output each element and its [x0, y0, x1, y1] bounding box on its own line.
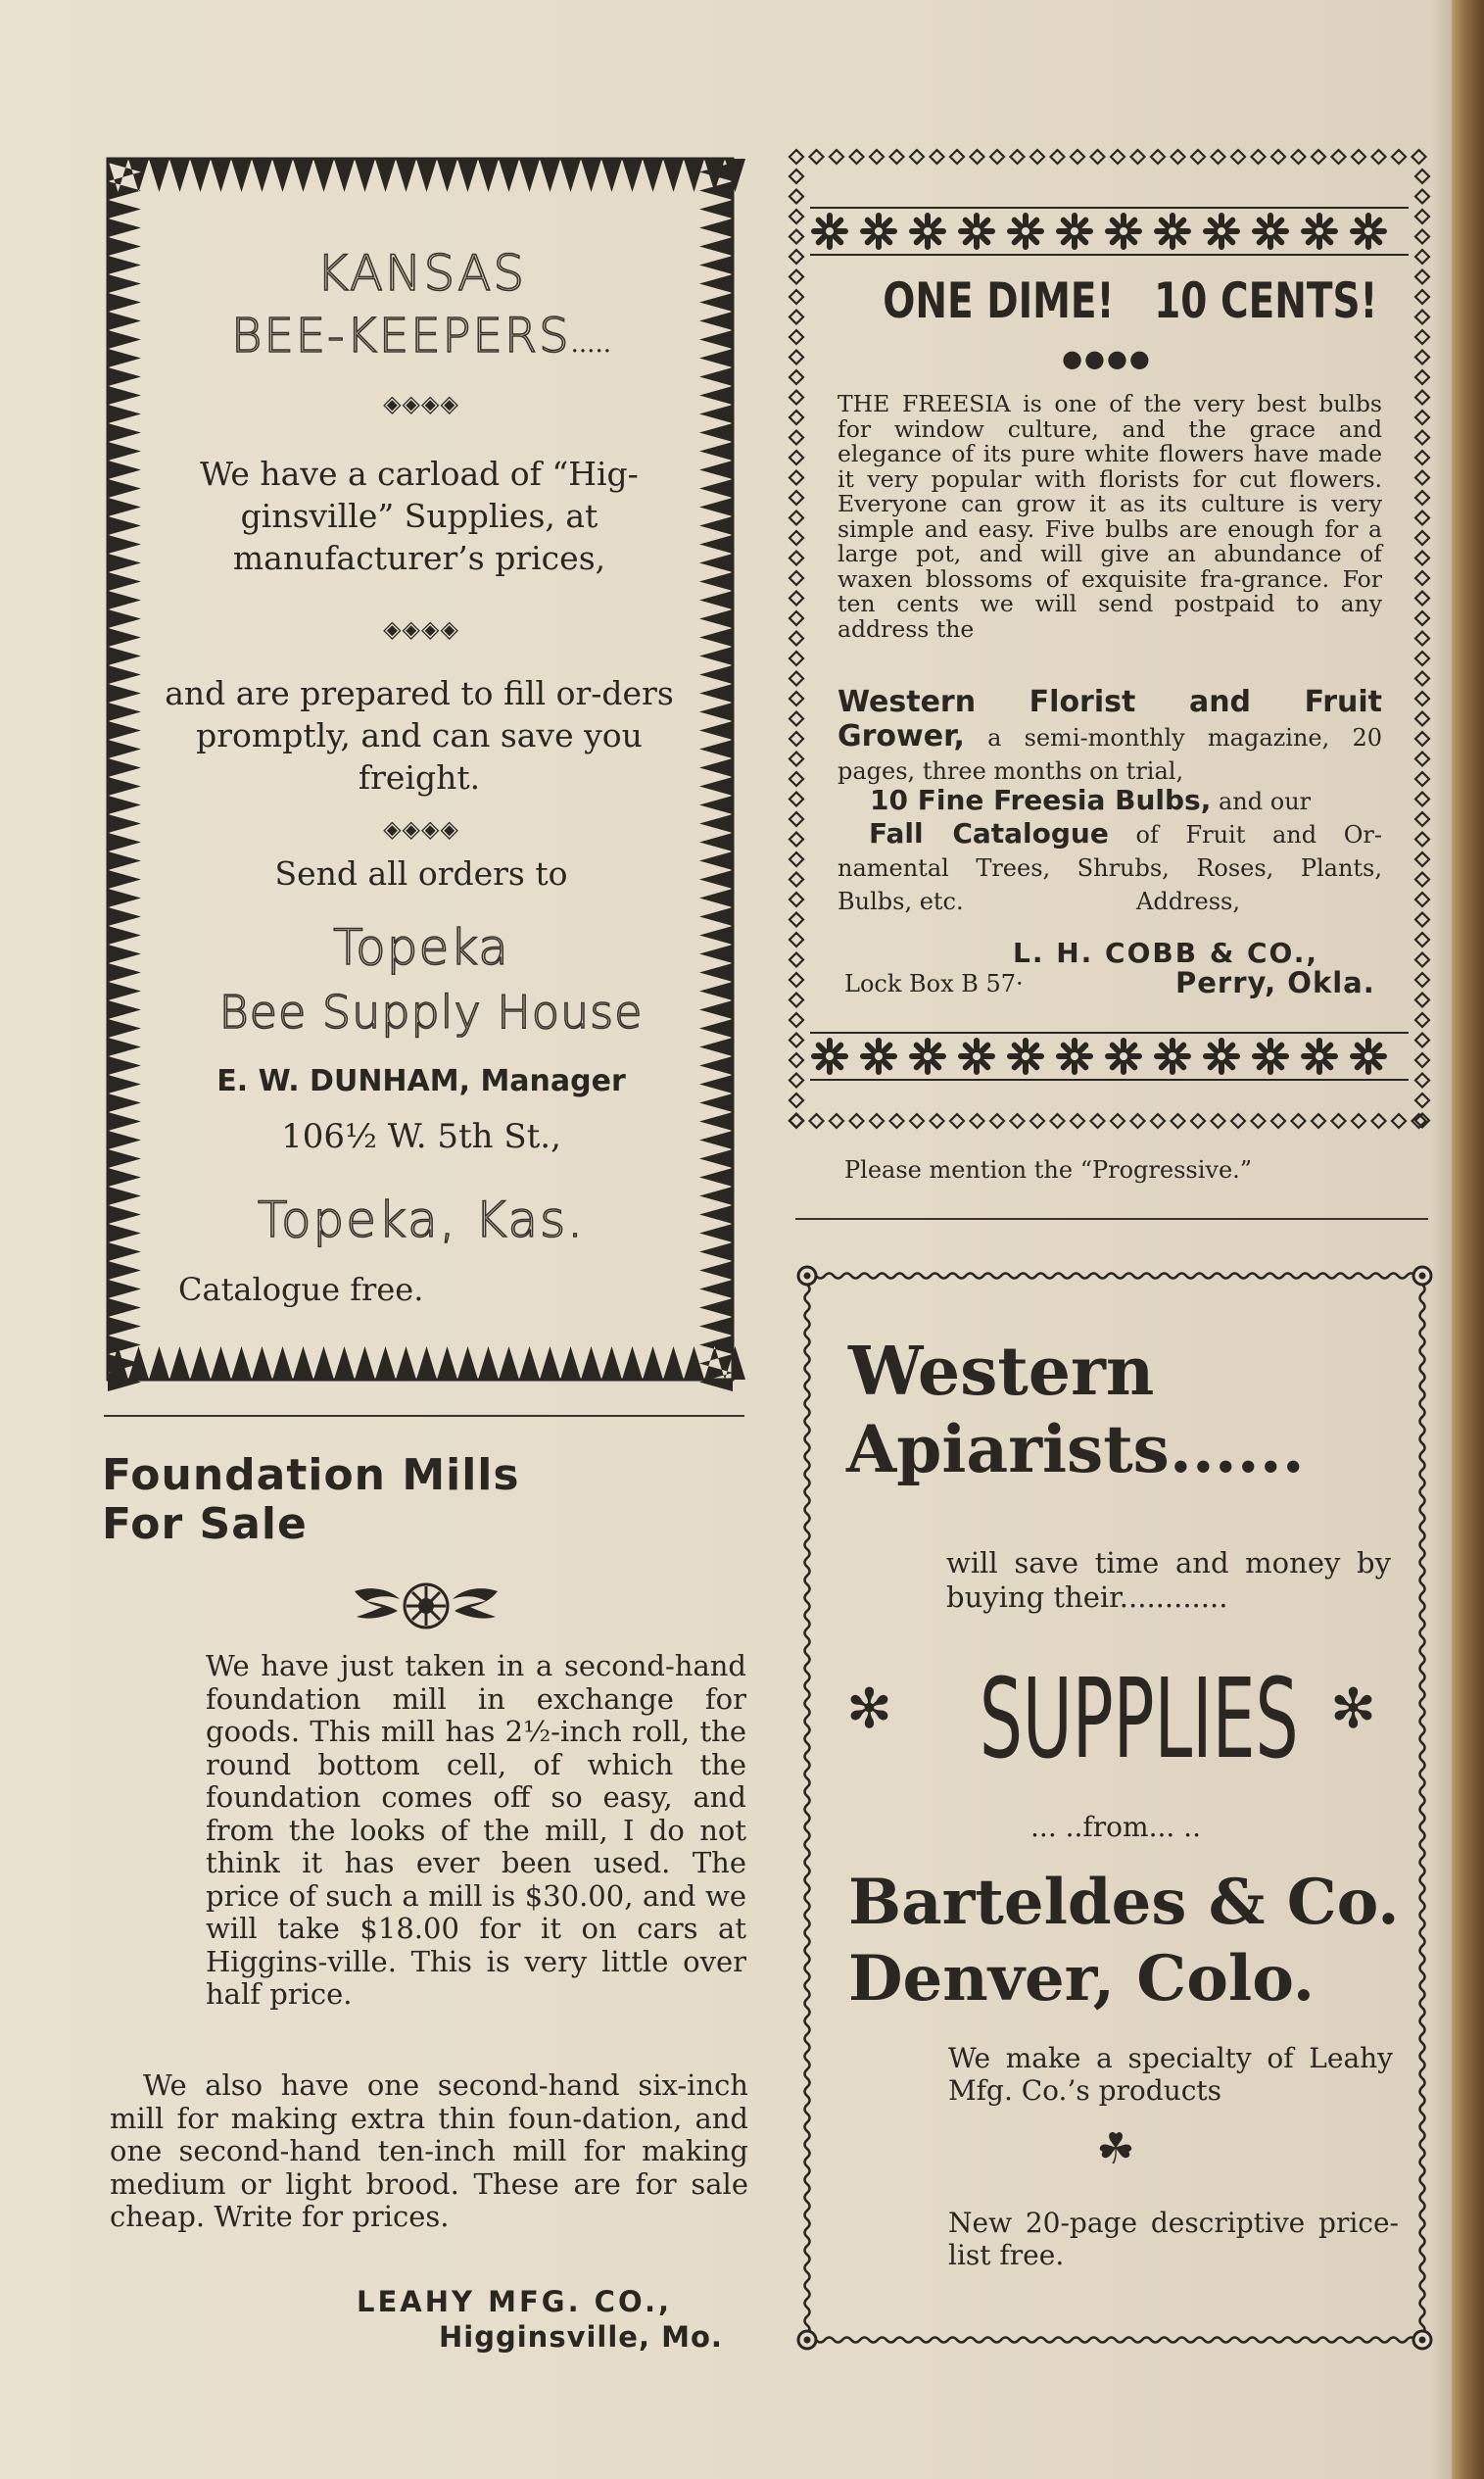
dime-magazine-desc: a semi-monthly magazine, 20 pages, three months on trial,: [838, 724, 1382, 785]
kansas-street: 106½ W. 5th St.,: [281, 1117, 561, 1156]
corner-rosette-dot: [1419, 2337, 1426, 2344]
mills-para2: We also have one second-hand six-inch mill for making extra thin foun-dation, and one second-hand ten-inch mill for making medium or light brood. These are for sale cheap. Write for prices.: [110, 2068, 748, 2233]
dime-catalogue-rest: of Fruit and Or-namental Trees, Shrubs, Roses, Plants, Bulbs, etc.: [838, 821, 1382, 915]
clover-icon: ☘: [1096, 2124, 1135, 2174]
corner-rosette-dot: [1419, 1273, 1426, 1280]
diamond-ornament: ◈◈◈◈: [383, 615, 459, 643]
kansas-heading-text: BEE-KEEPERS: [231, 309, 571, 364]
dime-mention: Please mention the “Progressive.”: [844, 1156, 1253, 1184]
asterisk-icon: ✻: [1330, 1677, 1376, 1741]
western-from: ... ..from... ..: [1030, 1811, 1201, 1843]
western-specialty: We make a specialty of Leahy Mfg. Co.’s products: [948, 2042, 1393, 2107]
corner-rosette-dot: [804, 1273, 811, 1280]
western-company-line2: Denver, Colo.: [848, 1942, 1316, 2016]
mills-company: LEAHY MFG. CO.,: [357, 2285, 673, 2318]
dime-catalogue-bold: Fall Catalogue: [869, 817, 1109, 850]
dime-bulbs-rest: and our: [1211, 788, 1312, 815]
mills-heading-line1: Foundation Mills: [102, 1450, 520, 1500]
kansas-para2: and are prepared to fill or-ders promptly, and can save you freight.: [165, 674, 674, 797]
asterisk-icon: ✻: [846, 1677, 892, 1741]
kansas-heading-line1: KANSAS: [315, 245, 527, 302]
dime-city: Perry, Okla.: [1175, 966, 1375, 999]
kansas-send-line: Send all orders to: [274, 854, 568, 893]
western-company-line1: Barteldes & Co.: [848, 1866, 1400, 1939]
western-heading-line2: Apiarists......: [846, 1411, 1305, 1487]
western-intro: will save time and money by buying their............: [946, 1546, 1391, 1614]
western-supplies: [882, 1656, 1352, 1783]
kansas-heading-dots: .....: [570, 329, 611, 359]
western-pricelist: New 20-page descriptive price-list free.: [948, 2207, 1399, 2271]
dime-headline-text: ONE DIME! 10 CENTS!: [883, 272, 1378, 329]
dime-body: THE FREESIA is one of the very best bulbs for window culture, and the grace and elegance of its pure white flowers have made it very popular with florists for cut flowers. Everyone can grow it as its culture is very simple and easy. Five bulbs are enough for a large pot, and will give an abundance of waxen blossoms of exquisite fra-grance. For ten cents we will send postpaid to any address the: [838, 390, 1382, 643]
western-heading-line1: Western: [848, 1333, 1155, 1411]
kansas-company-line1: Topeka: [333, 919, 509, 976]
corner-rosette-dot: [804, 2337, 811, 2344]
mills-city: Higginsville, Mo.: [439, 2320, 723, 2354]
kansas-catalogue: Catalogue free.: [178, 1271, 424, 1308]
dime-bulbs-bold: 10 Fine Freesia Bulbs,: [870, 784, 1212, 816]
western-supplies-text: SUPPLIES: [979, 1656, 1299, 1783]
dime-lock-box: Lock Box B 57·: [844, 970, 1024, 997]
diamond-ornament: ◈◈◈◈: [383, 815, 459, 843]
mills-para1: We have just taken in a second-hand foundation mill in exchange for goods. This mill has 2½-inch roll, the round bottom cell, of which the foundation comes off so easy, and from the looks of the mill, I do not think it has ever been used. The price of such a mill is $30.00, and we will take $18.00 for it on cars at Higgins-ville. This is very little over half price.: [206, 1649, 746, 2011]
dime-address-label: Address,: [1136, 888, 1240, 915]
kansas-para1: We have a carload of “Hig-ginsville” Supplies, at manufacturer’s prices,: [200, 455, 639, 577]
mills-heading-line2: For Sale: [102, 1499, 308, 1549]
dot-ornament: ●●●●: [1062, 345, 1152, 372]
dime-magazine-name: Western Florist and Fruit Grower,: [838, 685, 1382, 753]
kansas-city: Topeka, Kas.: [257, 1191, 586, 1248]
kansas-manager: E. W. DUNHAM, Manager: [216, 1064, 626, 1098]
dime-company: L. H. COBB & CO.,: [1013, 937, 1319, 969]
kansas-company-line2: Bee Supply House: [218, 986, 644, 1039]
diamond-ornament: ◈◈◈◈: [383, 390, 459, 417]
